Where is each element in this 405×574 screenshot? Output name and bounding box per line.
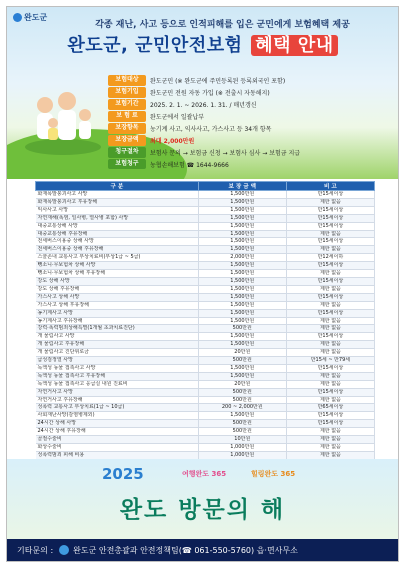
cell-amount: 2,000만원	[198, 254, 286, 262]
cell-category: 대중교통상해 후유장해	[36, 230, 199, 238]
cell-category: 전세버스이용중 상해 사망	[36, 238, 199, 246]
cell-category: 개 물림사고 후유장해	[36, 341, 199, 349]
table-row	[36, 341, 375, 349]
table-row	[36, 198, 375, 206]
cell-category: 뺑소니·무보험차 상해 사망	[36, 262, 199, 270]
cell-note: 제한 없음	[286, 396, 374, 404]
cell-note: 만15세이상	[286, 206, 374, 214]
cell-note: 제한 없음	[286, 372, 374, 380]
poster	[6, 6, 399, 562]
cell-note: 제한 없음	[286, 444, 374, 452]
info-value: 최대 2,000만원	[150, 137, 195, 145]
info-label: 보험청구	[108, 159, 146, 170]
table-row	[36, 270, 375, 278]
cell-note: 제한 없음	[286, 349, 374, 357]
info-row	[108, 135, 390, 146]
cell-category: 성폭력 교통사고 부상치료(1급 ~ 10급)	[36, 404, 199, 412]
header-note: 비 고	[286, 182, 374, 191]
cell-category: 화상수술비	[36, 444, 199, 452]
table-header-row	[36, 182, 375, 191]
table-row	[36, 333, 375, 341]
table-row	[36, 396, 375, 404]
cell-category: 강도 상해 사망	[36, 277, 199, 285]
info-label: 보 험 료	[108, 111, 146, 122]
info-label: 보험기간	[108, 99, 146, 110]
info-value: 보험사 문의 → 보험금 신청 → 보험사 심사 → 보험금 지급	[150, 149, 301, 157]
cell-note: 제한 없음	[286, 436, 374, 444]
cell-note: 제한 없음	[286, 380, 374, 388]
cell-category: 화재폭발붕괴사고 후유장해	[36, 198, 199, 206]
cell-amount: 1,500만원	[198, 277, 286, 285]
table-row	[36, 191, 375, 199]
cell-amount: 1,500만원	[198, 412, 286, 420]
cell-note: 만15세이상	[286, 222, 374, 230]
cell-note: 만15세이상	[286, 262, 374, 270]
info-value: 농협손해보험 ☎ 1644-9666	[150, 161, 229, 169]
cell-note: 만15세이상	[286, 420, 374, 428]
banner-year: 2025	[102, 465, 144, 483]
cell-note: 만15세이상	[286, 309, 374, 317]
table-row	[36, 230, 375, 238]
cell-amount: 500만원	[198, 396, 286, 404]
table-row	[36, 349, 375, 357]
cell-amount: 10만원	[198, 436, 286, 444]
info-label: 청구절차	[108, 147, 146, 158]
cell-category: 농기계사고 사망	[36, 309, 199, 317]
cell-note: 제한 없음	[286, 317, 374, 325]
cell-amount: 1,500만원	[198, 206, 286, 214]
table-row	[36, 301, 375, 309]
info-row	[108, 147, 390, 158]
cell-note: 만15세이상	[286, 214, 374, 222]
footer-contact: 완도군 안전총괄과 안전정책팀(☎ 061-550-5760) 읍·면사무소	[73, 545, 298, 555]
title-accent: 혜택 안내	[251, 35, 337, 56]
table-row	[36, 444, 375, 452]
table-row	[36, 222, 375, 230]
info-value: 농기계 사고, 익사사고, 가스사고 등 34개 항목	[150, 125, 272, 133]
cell-note: 제한 없음	[286, 270, 374, 278]
cell-amount: 1,500만원	[198, 191, 286, 199]
cell-category: 강력·폭력범죄상해특별(1개월 초과치료진단)	[36, 325, 199, 333]
county-logo-icon	[59, 545, 69, 555]
table-row	[36, 277, 375, 285]
cell-category: 대중교통상해 사망	[36, 222, 199, 230]
cell-note: 제한 없음	[286, 301, 374, 309]
footer	[7, 539, 398, 561]
cell-category: 자연거사고 후유장해	[36, 396, 199, 404]
cell-note: 만15세이상	[286, 238, 374, 246]
info-row	[108, 75, 390, 86]
table-row	[36, 372, 375, 380]
info-value: 2025. 2. 1. ~ 2026. 1. 31. / 매년갱신	[150, 101, 257, 109]
info-label: 보험대상	[108, 75, 146, 86]
header-category: 구 분	[36, 182, 199, 191]
info-row	[108, 111, 390, 122]
banner-slogan-healing: 힐링완도 365	[251, 470, 296, 478]
cell-note: 제한 없음	[286, 451, 374, 459]
cell-amount: 500만원	[198, 420, 286, 428]
cell-note: 만15세이상	[286, 364, 374, 372]
header-subtitle: 각종 재난, 사고 등으로 인적피해를 입은 군민에게 보험혜택 제공	[95, 20, 350, 30]
table-row	[36, 404, 375, 412]
cell-note: 만12세이하	[286, 254, 374, 262]
cell-note: 만15세이상	[286, 277, 374, 285]
logo-text: 완도군	[24, 13, 48, 22]
cell-amount: 500만원	[198, 388, 286, 396]
info-row	[108, 123, 390, 134]
cell-category: 성폭력범죄 피해 비용	[36, 451, 199, 459]
cell-note: 제한 없음	[286, 198, 374, 206]
info-label: 보장금액	[108, 135, 146, 146]
cell-category: 화재폭발붕괴사고 사망	[36, 191, 199, 199]
table-row	[36, 420, 375, 428]
cell-note: 만15세이상	[286, 412, 374, 420]
info-value: 완도군민 전원 자동 가입 (※ 전출시 자동해지)	[150, 89, 270, 97]
family-illustration	[23, 75, 103, 155]
cell-note: 제한 없음	[286, 428, 374, 436]
table-row	[36, 364, 375, 372]
cell-category: 뺑소니·무보험차 상해 후유장해	[36, 270, 199, 278]
cell-amount: 20만원	[198, 349, 286, 357]
cell-note: 만15세이상	[286, 191, 374, 199]
table-row	[36, 293, 375, 301]
cell-category: 가스사고 상해 사망	[36, 293, 199, 301]
visit-year-banner	[7, 459, 398, 541]
table-row	[36, 428, 375, 436]
cell-note: 제한 없음	[286, 325, 374, 333]
coverage-table-section	[35, 181, 375, 460]
cell-category: 전세버스이용중 상해 후유장해	[36, 246, 199, 254]
info-value: 완도군에서 일괄납부	[150, 113, 205, 121]
table-row	[36, 214, 375, 222]
cell-amount: 1,500만원	[198, 222, 286, 230]
cell-amount: 1,500만원	[198, 198, 286, 206]
cell-amount: 1,500만원	[198, 214, 286, 222]
table-row	[36, 254, 375, 262]
cell-note: 제한 없음	[286, 285, 374, 293]
cell-amount: 1,500만원	[198, 230, 286, 238]
cell-amount: 1,500만원	[198, 270, 286, 278]
cell-note: 만15세이상	[286, 388, 374, 396]
header	[7, 7, 398, 179]
cell-amount: 1,500만원	[198, 285, 286, 293]
cell-category: 가스사고 상해 후유장해	[36, 301, 199, 309]
cell-category: 자연재해(폭염, 일사병, 열사병 포함) 사망	[36, 214, 199, 222]
banner-slogan-travel: 여행완도 365	[182, 470, 227, 478]
cell-amount: 1,500만원	[198, 317, 286, 325]
cell-amount: 1,500만원	[198, 262, 286, 270]
cell-note: 제한 없음	[286, 341, 374, 349]
cell-note: 만15세이상	[286, 293, 374, 301]
table-row	[36, 412, 375, 420]
header-amount: 보 장 금 액	[198, 182, 286, 191]
cell-category: 독액성 동물 접촉사고 응급실 내원 진료비	[36, 380, 199, 388]
cell-category: 강도 상해 후유장해	[36, 285, 199, 293]
cell-amount: 1,500만원	[198, 364, 286, 372]
cell-category: 24시간 상해 사망	[36, 420, 199, 428]
cell-note: 만65세이상	[286, 404, 374, 412]
info-row	[108, 99, 390, 110]
table-row	[36, 262, 375, 270]
title-main: 완도군, 군민안전보험	[67, 35, 243, 56]
cell-amount: 1,500만원	[198, 301, 286, 309]
cell-amount: 200 ~ 2,000만원	[198, 404, 286, 412]
cell-category: 농기계사고 후유장해	[36, 317, 199, 325]
cell-note: 제한 없음	[286, 246, 374, 254]
cell-amount: 1,500만원	[198, 246, 286, 254]
cell-amount: 20만원	[198, 380, 286, 388]
cell-category: 익사사고 사망	[36, 206, 199, 214]
cell-category: 스쿨존내 교통사고 부상치료비(부상1급 ~ 5급)	[36, 254, 199, 262]
table-row	[36, 317, 375, 325]
info-label: 보장항목	[108, 123, 146, 134]
table-row	[36, 357, 375, 365]
coverage-table	[35, 181, 375, 460]
cell-amount: 1,500만원	[198, 238, 286, 246]
cell-amount: 1,500만원	[198, 309, 286, 317]
cell-category: 골절수술비	[36, 436, 199, 444]
cell-note: 만15세이상	[286, 333, 374, 341]
table-row	[36, 325, 375, 333]
table-row	[36, 388, 375, 396]
banner-title: 완도 방문의 해	[119, 497, 286, 523]
table-body	[36, 191, 375, 460]
footer-label: 기타문의 :	[17, 545, 54, 555]
info-label: 보험기입	[108, 87, 146, 98]
cell-amount: 1,500만원	[198, 341, 286, 349]
insurance-info	[108, 75, 390, 171]
cell-category: 개 물림사고 사망	[36, 333, 199, 341]
cell-amount: 1,000만원	[198, 451, 286, 459]
table-row	[36, 285, 375, 293]
info-row	[108, 159, 390, 170]
cell-note: 만15세 ~ 만79세	[286, 357, 374, 365]
cell-amount: 1,500만원	[198, 293, 286, 301]
info-row	[108, 87, 390, 98]
info-value: 완도군민 (※ 완도군에 주민등록된 등록외국인 포함)	[150, 77, 286, 85]
table-row	[36, 238, 375, 246]
table-row	[36, 246, 375, 254]
cell-amount: 500만원	[198, 357, 286, 365]
cell-amount: 1,500만원	[198, 333, 286, 341]
cell-amount: 500만원	[198, 325, 286, 333]
page-title	[7, 31, 398, 57]
table-row	[36, 380, 375, 388]
cell-amount: 500만원	[198, 428, 286, 436]
table-row	[36, 436, 375, 444]
cell-category: 자연거사고 사망	[36, 388, 199, 396]
cell-amount: 1,500만원	[198, 372, 286, 380]
cell-category: 사회재난사망(감염병제외)	[36, 412, 199, 420]
cell-category: 독액성 동물 접촉사고 사망	[36, 364, 199, 372]
cell-amount: 1,000만원	[198, 444, 286, 452]
table-row	[36, 206, 375, 214]
cell-note: 제한 없음	[286, 230, 374, 238]
cell-category: 24시간 상해 후유장해	[36, 428, 199, 436]
cell-category: 독액성 동물 접촉사고 후유장해	[36, 372, 199, 380]
table-row	[36, 309, 375, 317]
cell-category: 개 물림사고 진단위로금	[36, 349, 199, 357]
cell-category: 급성검정열 사망	[36, 357, 199, 365]
